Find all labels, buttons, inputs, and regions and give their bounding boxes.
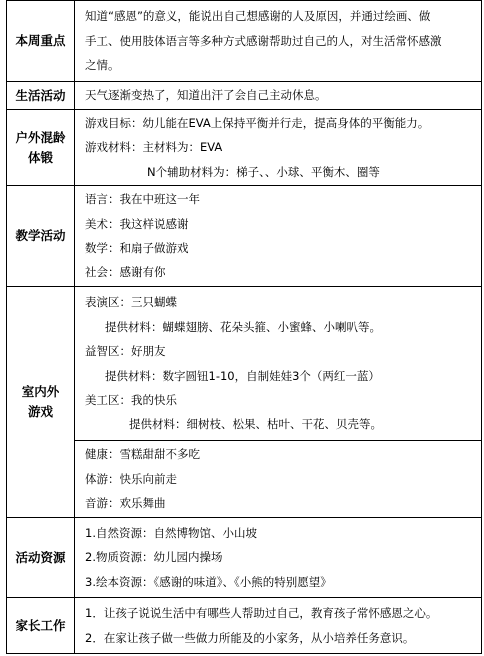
teaching-line-2: 美术：我这样说感谢 (85, 216, 189, 231)
games-line-5: 美工区：我的快乐 (85, 392, 177, 407)
games-line-4: 提供材料：数字圆钮1-10，自制娃娃3个（两红一蓝） (105, 368, 380, 383)
focus-line-2: 手工、使用肢体语言等多种方式感谢帮助过自己的人，对生活常怀感激 (85, 33, 442, 48)
content-life-activity (75, 82, 482, 110)
label-life-activity: 生活活动 (7, 82, 75, 110)
row-activity-resources (7, 518, 482, 598)
resources-line-2: 2.物质资源：幼儿园内操场 (85, 550, 223, 565)
parents-line-2: 2．在家让孩子做一些做力所能及的小家务，从小培养任务意识。 (85, 630, 415, 645)
games-b-line-1: 健康：雪糕甜甜不多吃 (85, 447, 200, 462)
focus-line-1: 知道“感恩”的意义，能说出自己想感谢的人及原因，并通过绘画、做 (85, 9, 431, 24)
label-outdoor-exercise (7, 110, 75, 186)
content-games-areas (75, 287, 482, 441)
parents-line-1: 1．让孩子说说生活中有哪些人帮助过自己，教育孩子常怀感恩之心。 (85, 606, 438, 621)
row-life-activity (7, 82, 482, 110)
content-outdoor-exercise (75, 110, 482, 186)
games-b-line-2: 体游：快乐向前走 (85, 471, 177, 486)
weekly-plan-table (6, 0, 482, 654)
label-games-line-2: 游戏 (27, 404, 53, 419)
row-outdoor-exercise (7, 110, 482, 186)
games-line-6: 提供材料：细树枝、松果、枯叶、干花、贝壳等。 (129, 417, 382, 432)
label-activity-resources: 活动资源 (7, 518, 75, 598)
teaching-line-3: 数学：和扇子做游戏 (85, 241, 189, 255)
content-games-sports (75, 441, 482, 518)
content-teaching-activity (75, 186, 482, 287)
games-line-3: 益智区：好朋友 (85, 344, 166, 359)
content-parent-work (75, 598, 482, 654)
row-weekly-focus (7, 1, 482, 82)
content-activity-resources (75, 518, 482, 598)
label-games-line-1: 室内外 (21, 384, 60, 399)
row-games-areas (7, 287, 482, 441)
outdoor-line-2: 游戏材料：主材料为：EVA (85, 140, 223, 155)
label-parent-work: 家长工作 (7, 598, 75, 654)
row-teaching-activity (7, 186, 482, 287)
resources-line-1: 1.自然资源：自然博物馆、小山坡 (85, 525, 257, 540)
row-parent-work (7, 598, 482, 654)
teaching-line-4: 社会：感谢有你 (85, 265, 166, 280)
label-teaching-activity: 教学活动 (7, 186, 75, 287)
label-outdoor-line-2: 体锻 (27, 149, 53, 165)
outdoor-line-3: N个辅助材料为：梯子、、小球、平衡木、圈等 (147, 164, 380, 179)
label-outdoor-line-1: 户外混龄 (15, 129, 66, 145)
games-line-1: 表演区：三只蝴蝶 (85, 295, 177, 310)
outdoor-line-1: 游戏目标：幼儿能在EVA上保持平衡并行走，提高身体的平衡能力。 (85, 115, 430, 130)
life-line-1: 天气逐渐变热了，知道出汗了会自己主动休息。 (85, 88, 327, 103)
label-indoor-outdoor-games (7, 287, 75, 518)
games-line-2: 提供材料：蝴蝶翅膀、花朵头箍、小蜜蜂、小喇叭等。 (105, 319, 381, 334)
row-games-sports (7, 441, 482, 518)
focus-line-3: 之情。 (85, 58, 120, 73)
content-weekly-focus (75, 1, 482, 82)
teaching-line-1: 语言：我在中班这一年 (85, 192, 200, 207)
games-b-line-3: 音游：欢乐舞曲 (85, 496, 166, 511)
label-weekly-focus: 本周重点 (7, 1, 75, 82)
resources-line-3: 3.绘本资源：《感谢的味道》、《小熊的特别愿望》 (85, 574, 332, 589)
